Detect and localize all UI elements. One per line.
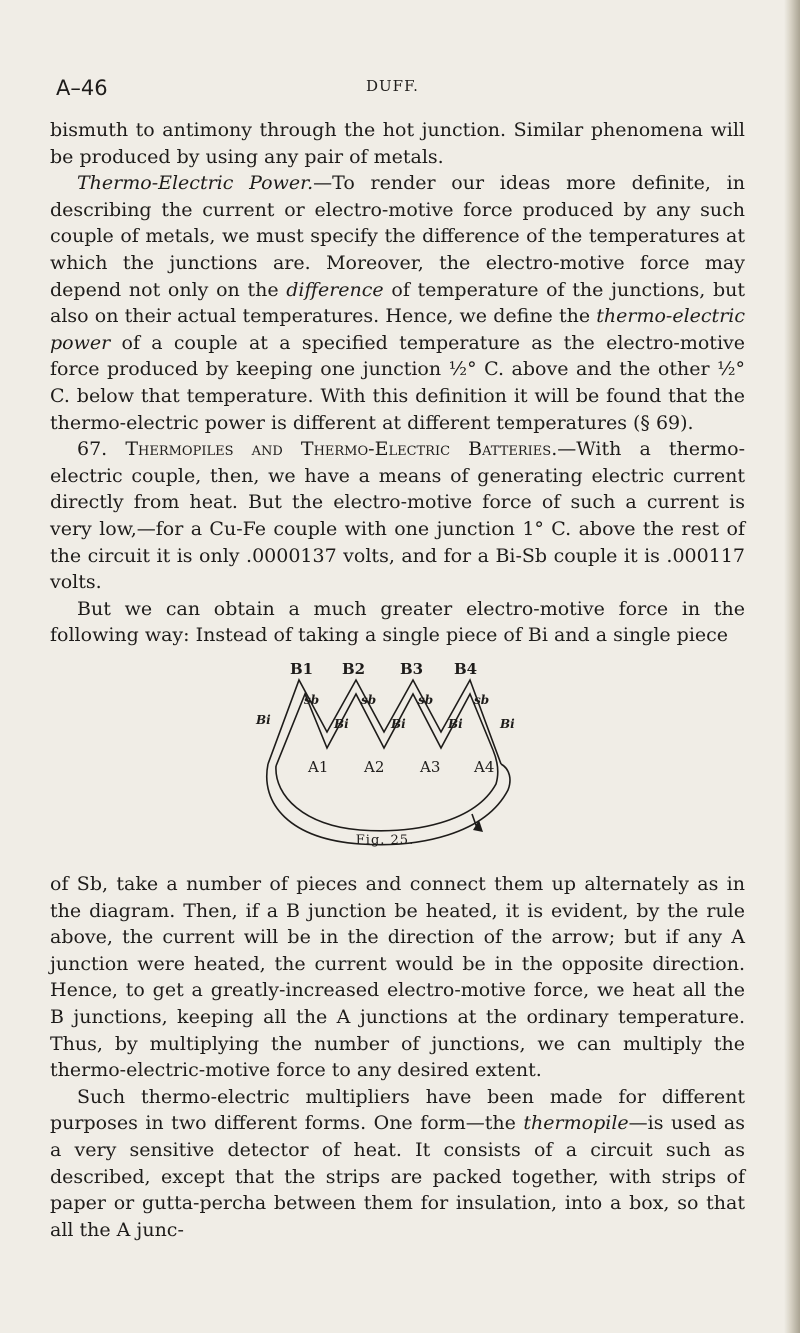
paragraph-67 [50, 436, 745, 596]
paragraph-text: —With a thermo-electric couple, then, we have a means of generating electric current directly from heat. But the electro-motive force of such a current is very low,—for a Cu-Fe couple with one junction 1° C. above the rest of the circuit it is only .0000137 volts, and for a Bi-Sb couple it is .000117 volts. [50, 438, 745, 594]
label-a1: A1 [308, 758, 329, 776]
label-a3: A3 [420, 758, 441, 776]
paragraph-text: of temperature of the junctions, but also on their actual temperatures. Hence, we define the [50, 278, 746, 328]
paragraph-but-we-can: But we can obtain a much greater electro-motive force in the following way: Instead of taking a single piece of Bi and a single piece [50, 597, 745, 647]
figure-caption: Fig. 25. [355, 833, 415, 848]
paragraph-continuation: bismuth to antimony through the hot junction. Similar phenomena will be produced by using any pair of metals. [50, 119, 745, 168]
paragraph-text: of a couple at a specified temperature as the electro-motive force produced by keeping one junction ½° C. above and the other ½° C. below that temperature. With this definition it will be found that the thermo-electric power is different at different temperatures (§ 69). [50, 331, 745, 434]
label-sb-4: sb [474, 693, 490, 707]
paragraph-such-multipliers [50, 1084, 745, 1244]
emphasis-thermo-electric-power: thermo-electric power [50, 305, 745, 354]
emphasis-thermopile: thermopile [523, 1112, 629, 1135]
label-b1: B1 [290, 660, 314, 678]
label-sb-3: sb [418, 693, 434, 707]
text-block-bottom [50, 871, 745, 1243]
running-head: DUFF. [366, 77, 419, 95]
label-sb-2: sb [361, 693, 377, 707]
section-number: 67. [77, 438, 108, 461]
paragraph-text: Such thermo-electric multipliers have been made for different purposes in two different forms. One form—the [50, 1085, 745, 1135]
page-header [56, 76, 746, 106]
page-edge-shadow [784, 0, 800, 1333]
label-sb-1: sb [304, 693, 320, 707]
label-b3: B3 [400, 660, 424, 678]
section-heading-thermopiles: Thermopiles and Thermo-Electric Batteries. [125, 438, 558, 461]
paragraph-of-sb: of Sb, take a number of pieces and connect them up alternately as in the diagram. Then, if a B junction be heated, it is evident, by the rule above, the current will be in the direction of the arrow; but if any A junction were heated, the current would be in the opposite direction. Hence, to get a greatly-increased electro-motive force, we heat all the B junctions, keeping all the A junctions at the ordinary temperature. Thus, by multiplying the number of junctions, we can multiply the thermo-electric-motive force to any desired extent. [50, 873, 745, 1082]
label-bi-2: Bi [334, 717, 349, 731]
label-b4: B4 [454, 660, 478, 678]
paragraph-thermo-electric-power [50, 170, 745, 436]
label-b2: B2 [342, 660, 366, 678]
label-bi-5: Bi [500, 717, 515, 731]
label-a4: A4 [474, 758, 495, 776]
label-a2: A2 [364, 758, 385, 776]
page-number: A–46 [56, 76, 108, 100]
label-bi-4: Bi [448, 717, 463, 731]
label-bi-3: Bi [391, 717, 406, 731]
outer-zigzag [268, 680, 501, 764]
emphasis-difference: difference [286, 278, 384, 301]
paragraph-text: —To render our ideas more definite, in describing the current or electro-motive force produced by any such couple of metals, we must specify the difference of the temperatures at which the junctions are. Moreover, the electro-motive force may depend not only on the [50, 172, 745, 301]
thermopile-diagram [250, 654, 550, 854]
figure-thermopile-diagram [250, 654, 550, 854]
paragraph-text: —is used as a very sensitive detector of heat. It consists of a circuit such as described, except that the strips are packed together, with strips of paper or gutta-percha between them for insulation, into a box, so that all the A junc- [50, 1112, 745, 1241]
section-title-thermo-electric-power: Thermo-Electric Power. [77, 172, 314, 195]
text-block-top [50, 117, 745, 649]
label-bi-1: Bi [256, 713, 271, 727]
